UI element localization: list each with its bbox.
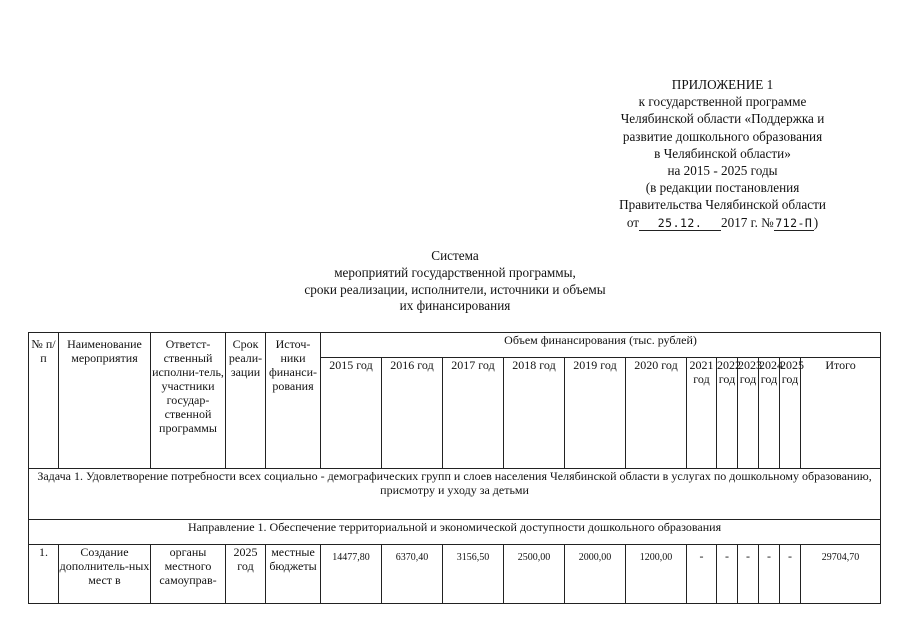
cell-value: - xyxy=(717,545,738,604)
cell-source: местные бюджеты xyxy=(266,545,321,604)
col-header-year: 2025 год xyxy=(780,358,801,469)
col-header-num: № п/п xyxy=(29,333,59,469)
decree-year: 2017 г. № xyxy=(721,214,774,230)
col-header-sources: Источ-ники финанси-рования xyxy=(266,333,321,469)
appendix-line: Челябинской области «Поддержка и xyxy=(620,111,825,127)
appendix-line: к государственной программе xyxy=(638,94,807,110)
col-header-year: 2022 год xyxy=(717,358,738,469)
decree-number: 712-П xyxy=(775,215,813,230)
cell-num: 1. xyxy=(29,545,59,604)
appendix-line: ПРИЛОЖЕНИЕ 1 xyxy=(671,77,774,92)
decree-date: 25.12. xyxy=(639,217,721,231)
direction-row: Направление 1. Обеспечение территориальной и экономической доступности дошкольного образования xyxy=(29,520,881,545)
col-header-total: Итого xyxy=(801,358,881,469)
date-prefix: от xyxy=(626,214,639,230)
title-line: сроки реализации, исполнители, источники и объемы xyxy=(304,281,606,297)
task-row: Задача 1. Удовлетворение потребности всех социально - демографических групп и слоев населения Челябинской области в услугах по дошкольному образованию, присмотру и уходу за детьми xyxy=(29,469,881,520)
appendix-line: в Челябинской области» xyxy=(654,145,791,161)
cell-value: 3156,50 xyxy=(443,545,504,604)
col-header-year: 2017 год xyxy=(443,358,504,469)
col-header-year: 2019 год xyxy=(565,358,626,469)
title-line: мероприятий государственной программы, xyxy=(334,264,576,280)
appendix-line: на 2015 - 2025 годы xyxy=(667,163,778,179)
cell-value: 1200,00 xyxy=(626,545,687,604)
col-header-year: 2023 год xyxy=(738,358,759,469)
cell-value: - xyxy=(738,545,759,604)
cell-value: 2500,00 xyxy=(504,545,565,604)
col-header-year: 2021 год xyxy=(687,358,717,469)
table-row xyxy=(29,545,881,604)
cell-term: 2025 год xyxy=(226,545,266,604)
closing-paren: ) xyxy=(813,214,819,230)
appendix-line: развитие дошкольного образования xyxy=(622,128,823,144)
appendix-line: Правительства Челябинской области xyxy=(619,197,826,213)
col-header-name: Наименование мероприятия xyxy=(59,333,151,469)
title-line: их финансирования xyxy=(399,298,511,314)
cell-name: Создание дополнитель-ных мест в xyxy=(59,545,151,604)
col-header-funding: Объем финансирования (тыс. рублей) xyxy=(321,333,881,358)
col-header-executor: Ответст-ственный исполни-тель, участники государ-ственной программы xyxy=(151,333,226,469)
decree-date-line xyxy=(590,214,855,231)
title-line: Система xyxy=(431,248,479,263)
cell-value: 14477,80 xyxy=(321,545,382,604)
cell-value: 6370,40 xyxy=(382,545,443,604)
cell-executor: органы местного самоуправ- xyxy=(151,545,226,604)
col-header-year: 2024 год xyxy=(759,358,780,469)
cell-value: - xyxy=(780,545,801,604)
cell-value: - xyxy=(687,545,717,604)
col-header-year: 2015 год xyxy=(321,358,382,469)
measures-table xyxy=(28,332,881,604)
document-title xyxy=(255,248,655,315)
col-header-year: 2016 год xyxy=(382,358,443,469)
cell-value: 2000,00 xyxy=(565,545,626,604)
appendix-block xyxy=(590,76,855,231)
col-header-year: 2020 год xyxy=(626,358,687,469)
cell-value: - xyxy=(759,545,780,604)
col-header-year: 2018 год xyxy=(504,358,565,469)
col-header-term: Срок реали-зации xyxy=(226,333,266,469)
cell-total: 29704,70 xyxy=(801,545,881,604)
appendix-line: (в редакции постановления xyxy=(645,180,800,196)
